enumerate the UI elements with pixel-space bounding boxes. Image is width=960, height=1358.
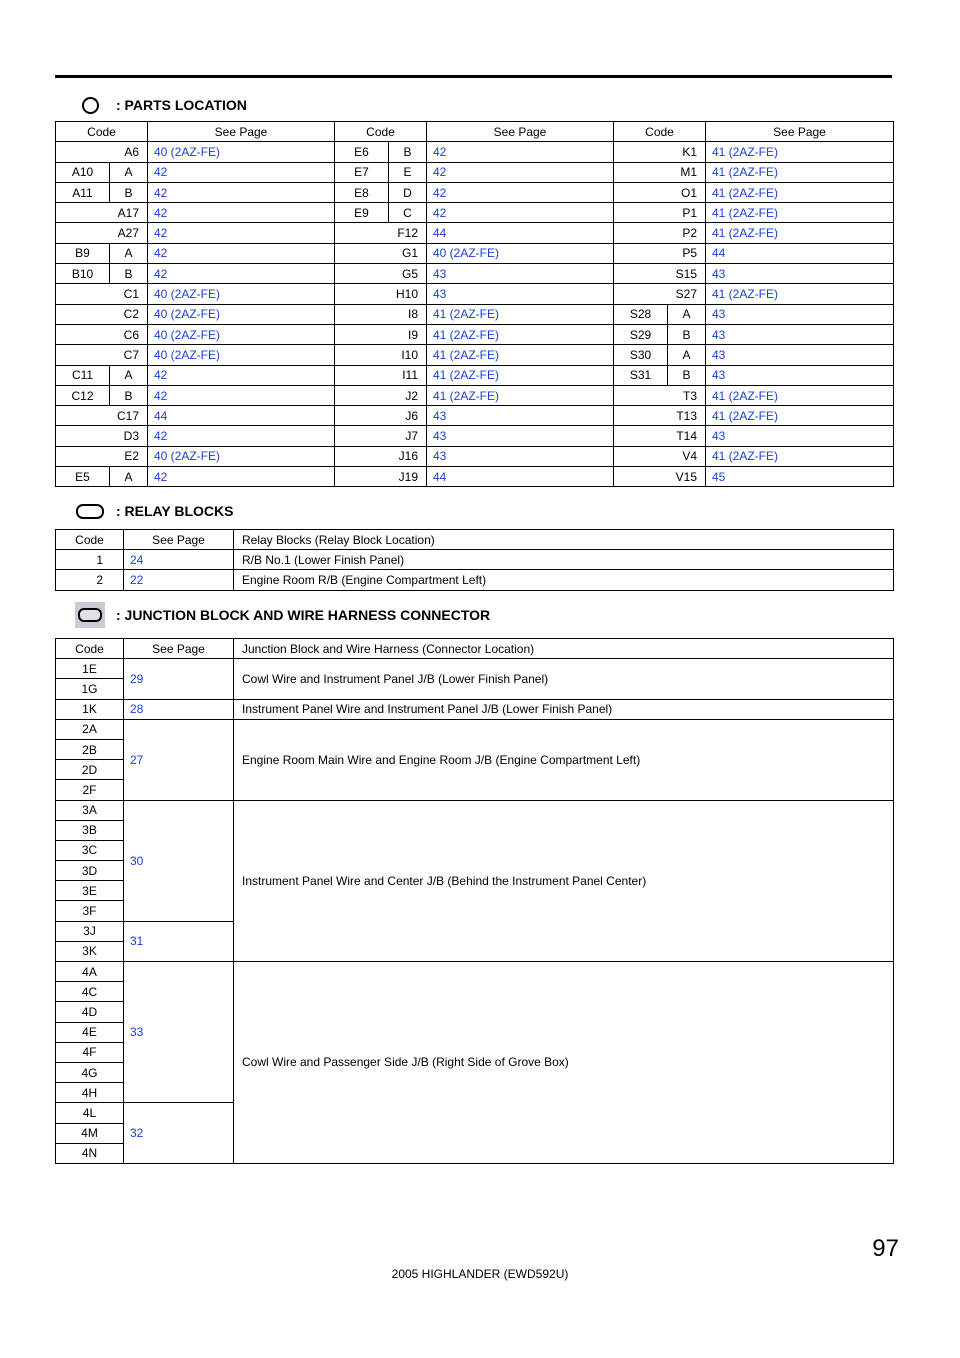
code-suffix-cell: A (110, 467, 148, 487)
code-cell: A6 (56, 142, 148, 162)
code-cell: T13 (614, 406, 706, 426)
code-cell: 4M (56, 1123, 124, 1143)
code-cell: E7 (335, 162, 389, 182)
see-page-link[interactable]: 43 (427, 264, 614, 284)
code-cell: 1 (56, 550, 124, 570)
code-cell: 4H (56, 1083, 124, 1103)
see-page-link[interactable]: 43 (427, 284, 614, 304)
code-cell: I9 (335, 324, 427, 344)
code-cell: P5 (614, 243, 706, 263)
header-code: Code (335, 122, 427, 142)
see-page-link[interactable]: 41 (2AZ-FE) (706, 182, 894, 202)
see-page-link[interactable]: 40 (2AZ-FE) (148, 142, 335, 162)
see-page-link[interactable]: 43 (706, 426, 894, 446)
code-cell: I11 (335, 365, 427, 385)
code-cell: 4E (56, 1022, 124, 1042)
code-cell: 3F (56, 901, 124, 921)
table-row (56, 570, 894, 590)
code-suffix-cell: A (110, 162, 148, 182)
see-page-link[interactable]: 28 (124, 699, 234, 719)
parts-location-table (55, 121, 894, 487)
code-cell: A17 (56, 203, 148, 223)
code-cell: J19 (335, 467, 427, 487)
code-cell: V15 (614, 467, 706, 487)
code-cell: 1G (56, 679, 124, 699)
relay-block-symbol-icon (68, 504, 112, 519)
junction-block-symbol-icon (68, 602, 112, 628)
see-page-link[interactable]: 31 (124, 921, 234, 961)
code-cell: C17 (56, 406, 148, 426)
code-cell: 4N (56, 1143, 124, 1163)
code-cell: C11 (56, 365, 110, 385)
table-row (56, 406, 894, 426)
code-cell: 3C (56, 840, 124, 860)
table-row (56, 345, 894, 365)
code-cell: M1 (614, 162, 706, 182)
code-suffix-cell: A (668, 345, 706, 365)
see-page-link[interactable]: 44 (427, 223, 614, 243)
code-cell: C6 (56, 324, 148, 344)
code-cell: 2 (56, 570, 124, 590)
code-cell: 3B (56, 820, 124, 840)
see-page-link[interactable]: 40 (2AZ-FE) (427, 243, 614, 263)
table-row (56, 243, 894, 263)
table-row (56, 550, 894, 570)
code-cell: 2A (56, 719, 124, 739)
table-row (56, 800, 894, 820)
code-suffix-cell: A (110, 365, 148, 385)
header-see-page: See Page (148, 122, 335, 142)
see-page-link[interactable]: 42 (427, 203, 614, 223)
code-cell: S29 (614, 324, 668, 344)
see-page-link[interactable]: 43 (427, 446, 614, 466)
see-page-link[interactable]: 41 (2AZ-FE) (706, 162, 894, 182)
code-cell: 3E (56, 881, 124, 901)
code-cell: E6 (335, 142, 389, 162)
see-page-link[interactable]: 43 (427, 426, 614, 446)
see-page-link[interactable]: 42 (148, 223, 335, 243)
code-suffix-cell: B (389, 142, 427, 162)
table-row (56, 719, 894, 739)
code-cell: G5 (335, 264, 427, 284)
see-page-link[interactable]: 44 (706, 243, 894, 263)
junction-block-table (55, 638, 894, 1164)
code-suffix-cell: B (668, 365, 706, 385)
code-cell: 4G (56, 1062, 124, 1082)
see-page-link[interactable]: 44 (427, 467, 614, 487)
code-cell: A27 (56, 223, 148, 243)
code-cell: C1 (56, 284, 148, 304)
code-cell: D3 (56, 426, 148, 446)
parts-location-heading (68, 92, 247, 118)
code-cell: E8 (335, 182, 389, 202)
table-row (56, 264, 894, 284)
see-page-link[interactable]: 41 (2AZ-FE) (427, 365, 614, 385)
code-cell: H10 (335, 284, 427, 304)
see-page-link[interactable]: 29 (124, 659, 234, 699)
see-page-link[interactable]: 42 (148, 467, 335, 487)
code-cell: G1 (335, 243, 427, 263)
header-code: Code (56, 639, 124, 659)
code-suffix-cell: B (668, 324, 706, 344)
see-page-link[interactable]: 42 (148, 385, 335, 405)
code-cell: 2F (56, 780, 124, 800)
header-code: Code (56, 122, 148, 142)
header-connector-location: Junction Block and Wire Harness (Connector Location) (234, 639, 894, 659)
junction-block-heading (68, 602, 490, 628)
junction-block-title: : JUNCTION BLOCK AND WIRE HARNESS CONNECTOR (116, 607, 491, 623)
see-page-link[interactable]: 42 (148, 426, 335, 446)
see-page-link[interactable]: 24 (124, 550, 234, 570)
table-row (56, 284, 894, 304)
see-page-link[interactable]: 43 (427, 406, 614, 426)
code-cell: C7 (56, 345, 148, 365)
code-suffix-cell: C (389, 203, 427, 223)
code-cell: 3K (56, 941, 124, 961)
see-page-link[interactable]: 41 (2AZ-FE) (706, 446, 894, 466)
header-see-page: See Page (124, 639, 234, 659)
code-cell: J7 (335, 426, 427, 446)
see-page-link[interactable]: 42 (427, 142, 614, 162)
see-page-link[interactable]: 40 (2AZ-FE) (148, 446, 335, 466)
code-suffix-cell: E (389, 162, 427, 182)
code-cell: F12 (335, 223, 427, 243)
relay-blocks-title: : RELAY BLOCKS (116, 503, 234, 519)
code-cell: 1E (56, 659, 124, 679)
relay-blocks-heading (68, 498, 233, 524)
code-suffix-cell: B (110, 264, 148, 284)
code-cell: 3D (56, 861, 124, 881)
table-row (56, 142, 894, 162)
table-row (56, 699, 894, 719)
code-cell: 2D (56, 760, 124, 780)
table-row (56, 324, 894, 344)
code-cell: S27 (614, 284, 706, 304)
code-cell: T14 (614, 426, 706, 446)
code-cell: I8 (335, 304, 427, 324)
relay-location-cell: Engine Room R/B (Engine Compartment Left) (234, 570, 894, 590)
see-page-link[interactable]: 42 (148, 182, 335, 202)
header-relay-location: Relay Blocks (Relay Block Location) (234, 530, 894, 550)
code-suffix-cell: A (110, 243, 148, 263)
code-cell: S30 (614, 345, 668, 365)
see-page-link[interactable]: 40 (2AZ-FE) (148, 345, 335, 365)
code-cell: P1 (614, 203, 706, 223)
table-row (56, 162, 894, 182)
see-page-link[interactable]: 41 (2AZ-FE) (706, 284, 894, 304)
code-suffix-cell: B (110, 385, 148, 405)
code-cell: A10 (56, 162, 110, 182)
header-see-page: See Page (124, 530, 234, 550)
see-page-link[interactable]: 41 (2AZ-FE) (427, 304, 614, 324)
see-page-link[interactable]: 42 (148, 264, 335, 284)
see-page-link[interactable]: 43 (706, 304, 894, 324)
code-cell: P2 (614, 223, 706, 243)
see-page-link[interactable]: 41 (2AZ-FE) (427, 345, 614, 365)
code-cell: 3A (56, 800, 124, 820)
see-page-link[interactable]: 32 (124, 1103, 234, 1164)
code-cell: 2B (56, 739, 124, 759)
code-cell: E5 (56, 467, 110, 487)
code-cell: 3J (56, 921, 124, 941)
code-cell: K1 (614, 142, 706, 162)
see-page-link[interactable]: 33 (124, 962, 234, 1103)
see-page-link[interactable]: 43 (706, 365, 894, 385)
code-cell: J16 (335, 446, 427, 466)
table-row (56, 223, 894, 243)
parts-symbol-icon (68, 97, 112, 114)
code-cell: 1K (56, 699, 124, 719)
see-page-link[interactable]: 42 (148, 365, 335, 385)
connector-location-cell: Cowl Wire and Passenger Side J/B (Right Side of Grove Box) (234, 962, 894, 1164)
footer-title: 2005 HIGHLANDER (EWD592U) (391, 1267, 569, 1281)
see-page-link[interactable]: 43 (706, 264, 894, 284)
see-page-link[interactable]: 43 (706, 345, 894, 365)
code-cell: 4A (56, 962, 124, 982)
see-page-link[interactable]: 41 (2AZ-FE) (427, 324, 614, 344)
code-cell: J6 (335, 406, 427, 426)
code-cell: A11 (56, 182, 110, 202)
code-cell: S28 (614, 304, 668, 324)
code-suffix-cell: B (110, 182, 148, 202)
code-cell: T3 (614, 385, 706, 405)
parts-header-row (56, 122, 894, 142)
see-page-link[interactable]: 30 (124, 800, 234, 921)
table-row (56, 659, 894, 679)
code-cell: E2 (56, 446, 148, 466)
table-row (56, 304, 894, 324)
table-row (56, 203, 894, 223)
see-page-link[interactable]: 45 (706, 467, 894, 487)
code-cell: O1 (614, 182, 706, 202)
code-cell: 4L (56, 1103, 124, 1123)
code-cell: V4 (614, 446, 706, 466)
code-cell: C2 (56, 304, 148, 324)
see-page-link[interactable]: 41 (2AZ-FE) (706, 385, 894, 405)
code-cell: I10 (335, 345, 427, 365)
relay-blocks-table (55, 529, 894, 591)
table-row (56, 467, 894, 487)
see-page-link[interactable]: 41 (2AZ-FE) (706, 203, 894, 223)
header-code: Code (614, 122, 706, 142)
see-page-link[interactable]: 41 (2AZ-FE) (706, 223, 894, 243)
top-rule (55, 75, 892, 78)
see-page-link[interactable]: 42 (148, 162, 335, 182)
see-page-link[interactable]: 41 (2AZ-FE) (427, 385, 614, 405)
see-page-link[interactable]: 41 (2AZ-FE) (706, 142, 894, 162)
parts-location-title: : PARTS LOCATION (116, 97, 247, 113)
see-page-link[interactable]: 40 (2AZ-FE) (148, 324, 335, 344)
relay-header-row (56, 530, 894, 550)
table-row (56, 182, 894, 202)
header-code: Code (56, 530, 124, 550)
relay-location-cell: R/B No.1 (Lower Finish Panel) (234, 550, 894, 570)
code-cell: 4F (56, 1042, 124, 1062)
header-see-page: See Page (427, 122, 614, 142)
see-page-link[interactable]: 22 (124, 570, 234, 590)
table-row (56, 365, 894, 385)
code-cell: 4D (56, 1002, 124, 1022)
see-page-link[interactable]: 27 (124, 719, 234, 800)
table-row (56, 962, 894, 982)
header-see-page: See Page (706, 122, 894, 142)
code-cell: J2 (335, 385, 427, 405)
code-cell: S15 (614, 264, 706, 284)
code-cell: S31 (614, 365, 668, 385)
table-row (56, 426, 894, 446)
code-cell: 4C (56, 982, 124, 1002)
junction-header-row (56, 639, 894, 659)
see-page-link[interactable]: 43 (706, 324, 894, 344)
code-cell: E9 (335, 203, 389, 223)
table-row (56, 446, 894, 466)
see-page-link[interactable]: 40 (2AZ-FE) (148, 284, 335, 304)
connector-location-cell: Instrument Panel Wire and Center J/B (Behind the Instrument Panel Center) (234, 800, 894, 962)
code-suffix-cell: D (389, 182, 427, 202)
connector-location-cell: Cowl Wire and Instrument Panel J/B (Lower Finish Panel) (234, 659, 894, 699)
see-page-link[interactable]: 42 (148, 203, 335, 223)
page-number: 97 (872, 1235, 899, 1262)
see-page-link[interactable]: 42 (148, 243, 335, 263)
code-cell: B9 (56, 243, 110, 263)
code-suffix-cell: A (668, 304, 706, 324)
code-cell: C12 (56, 385, 110, 405)
table-row (56, 385, 894, 405)
see-page-link[interactable]: 40 (2AZ-FE) (148, 304, 335, 324)
see-page-link[interactable]: 41 (2AZ-FE) (706, 406, 894, 426)
see-page-link[interactable]: 42 (427, 182, 614, 202)
see-page-link[interactable]: 42 (427, 162, 614, 182)
connector-location-cell: Instrument Panel Wire and Instrument Panel J/B (Lower Finish Panel) (234, 699, 894, 719)
connector-location-cell: Engine Room Main Wire and Engine Room J/B (Engine Compartment Left) (234, 719, 894, 800)
see-page-link[interactable]: 44 (148, 406, 335, 426)
code-cell: B10 (56, 264, 110, 284)
